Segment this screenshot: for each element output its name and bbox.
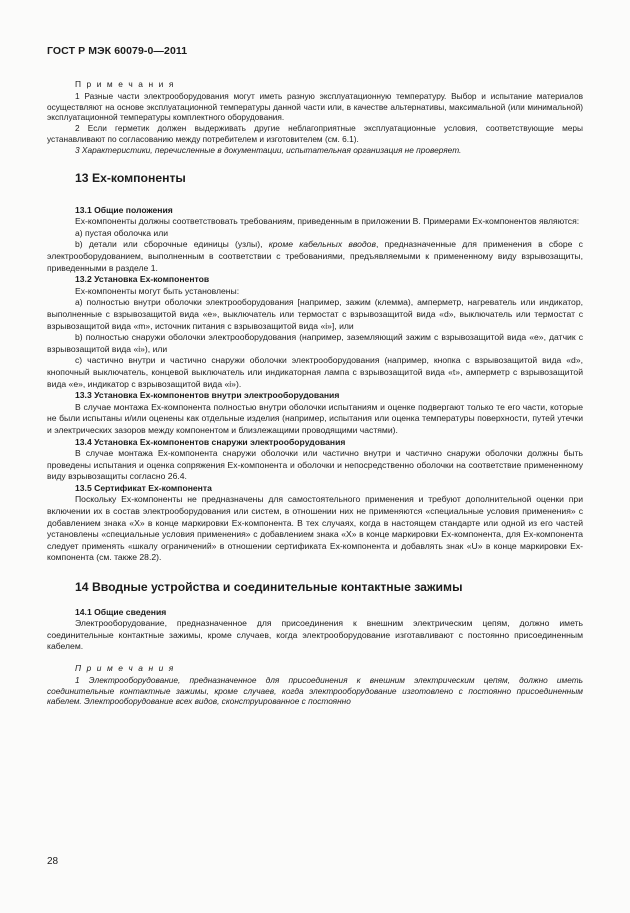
page-content: [47, 79, 583, 707]
paragraph-13-4: В случае монтажа Ex-компонента снаружи оболочки или частично внутри и частично снаружи оболочки должны быть проведены испытания и оценка сопряжения Ex-компонента и оболочки и непосредственно оболочки на соответствие примененному виду взрывозащиты согласно 26.4.: [47, 448, 583, 482]
notes-label-14: П р и м е ч а н и я: [75, 663, 175, 673]
section-14-title: 14 Вводные устройства и соединительные контактные зажимы: [75, 580, 463, 595]
note-3: 3 Характеристики, перечисленные в документации, испытательная организация не проверяет.: [75, 145, 462, 156]
page-number: 28: [47, 856, 59, 867]
note-2: 2 Если герметик должен выдерживать другие неблагоприятные эксплуатационные условия, соответствующие меры устанавливают по согласованию между потребителем и изготовителем (см. 6.1).: [47, 123, 583, 145]
subsection-13-1-title: 13.1 Общие положения: [75, 204, 173, 215]
list-item-13-2-b: b) полностью снаружи оболочки электрооборудования (например, заземляющий зажим с взрывозащитой вида «е», датчик с взрывозащитой вида «i»), или: [47, 332, 583, 354]
subsection-13-3-title: 13.3 Установка Ex-компонентов внутри электрооборудования: [75, 390, 340, 401]
list-item-13-1-a: а) пустая оболочка или: [75, 227, 169, 238]
list-item-text: b) детали или сборочные единицы (узлы),: [75, 239, 269, 250]
subsection-13-2-title: 13.2 Установка Ex-компонентов: [75, 274, 210, 285]
italic-text: кроме кабельных вводов: [268, 239, 376, 250]
section-13-title: 13 Ex-компоненты: [75, 171, 186, 186]
paragraph-13-2: Ex-компоненты могут быть установлены:: [75, 285, 240, 296]
document-header: ГОСТ Р МЭК 60079-0—2011: [47, 45, 188, 57]
note-1: 1 Разные части электрооборудования могут иметь разную эксплуатационную температуру. Выбор и испытание материалов осуществляют на основе эксплуатационной температуры данной части или, в качестве альтернативы, максимальной (или минимальной) эксплуатационной температуры комплектного оборудования.: [47, 90, 583, 123]
list-item-13-2-a: а) полностью внутри оболочки электрооборудования [например, зажим (клемма), амперметр, нагреватель или индикатор, выполненные с взрывозащитой вида «е», выключатель или термостат с взрывозащитой вида «d», выключатель или термостат с взрывозащитой вида «m», источник питания с взрывозащитой вида «i»], или: [47, 297, 583, 331]
paragraph-13-5: Поскольку Ex-компоненты не предназначены для самостоятельного применения и требуют дополнительной оценки при включении их в состав электрооборудования или систем, в отношении них не применяются «специальные условия применения» с добавлением знака «X» в конце маркировки Ex-компонента. В тех случаях, когда в настоящем стандарте или одной из его частей установлены «специальные условия применения» с добавлением знака «X» в конце маркировки Ex-компонента, для Ex-компонента следует применять «шкалу ограничений» в отношении сертификата Ex-компонента и добавлять знак «U» в конце маркировки Ex-компонента (см. также 28.2).: [47, 494, 583, 563]
subsection-13-4-title: 13.4 Установка Ex-компонентов снаружи электрооборудования: [75, 436, 346, 447]
paragraph-14-1: Электрооборудование, предназначенное для присоединения к внешним электрическим цепям, должно иметь соединительные контактные зажимы, кроме случаев, когда электрооборудование изготавливают с постоянно присоединенным кабелем.: [47, 618, 583, 652]
notes-label: П р и м е ч а н и я: [75, 79, 175, 89]
subsection-13-5-title: 13.5 Сертификат Ex-компонента: [75, 482, 212, 493]
subsection-14-1-title: 14.1 Общие сведения: [75, 606, 167, 617]
paragraph-13-3: В случае монтажа Ex-компонента полностью внутри оболочки испытаниям и оценке подвергают только те его части, которые не были испытаны и/или оценены как отдельные изделия (например, испытания или оценка температуры поверхности, путей утечки и электрических зазоров между компонентом и близлежащими проводящими частями).: [47, 401, 583, 435]
list-item-13-2-c: с) частично внутри и частично снаружи оболочки электрооборудования (например, кнопка с взрывозащитой вида «d», кнопочный выключатель, концевой выключатель или индикаторная лампа с взрывозащитой вида «t», амперметр с взрывозащитой вида «е», индикатор с взрывозащитой вида «i»).: [47, 355, 583, 389]
list-item-text: , предназначенные для применения в сборе с электрооборудованием, выполненным в соответствии с требованиями, предъявляемыми к примененному виду взрывозащиты, приведенными в разделе 1.: [47, 239, 583, 273]
paragraph-13-1: Ex-компоненты должны соответствовать требованиям, приведенным в приложении В. Примерами Ex-компонентов являются:: [75, 216, 580, 227]
list-item-13-1-b: [47, 239, 583, 274]
note-14-1: 1 Электрооборудование, предназначенное для присоединения к внешним электрическим цепям, должно иметь соединительные контактные зажимы, кроме случаев, когда электрооборудование изготовлено с постоянно присоединенным кабелем. Электрооборудование всех видов, сконструированное с постоянно: [47, 674, 583, 707]
